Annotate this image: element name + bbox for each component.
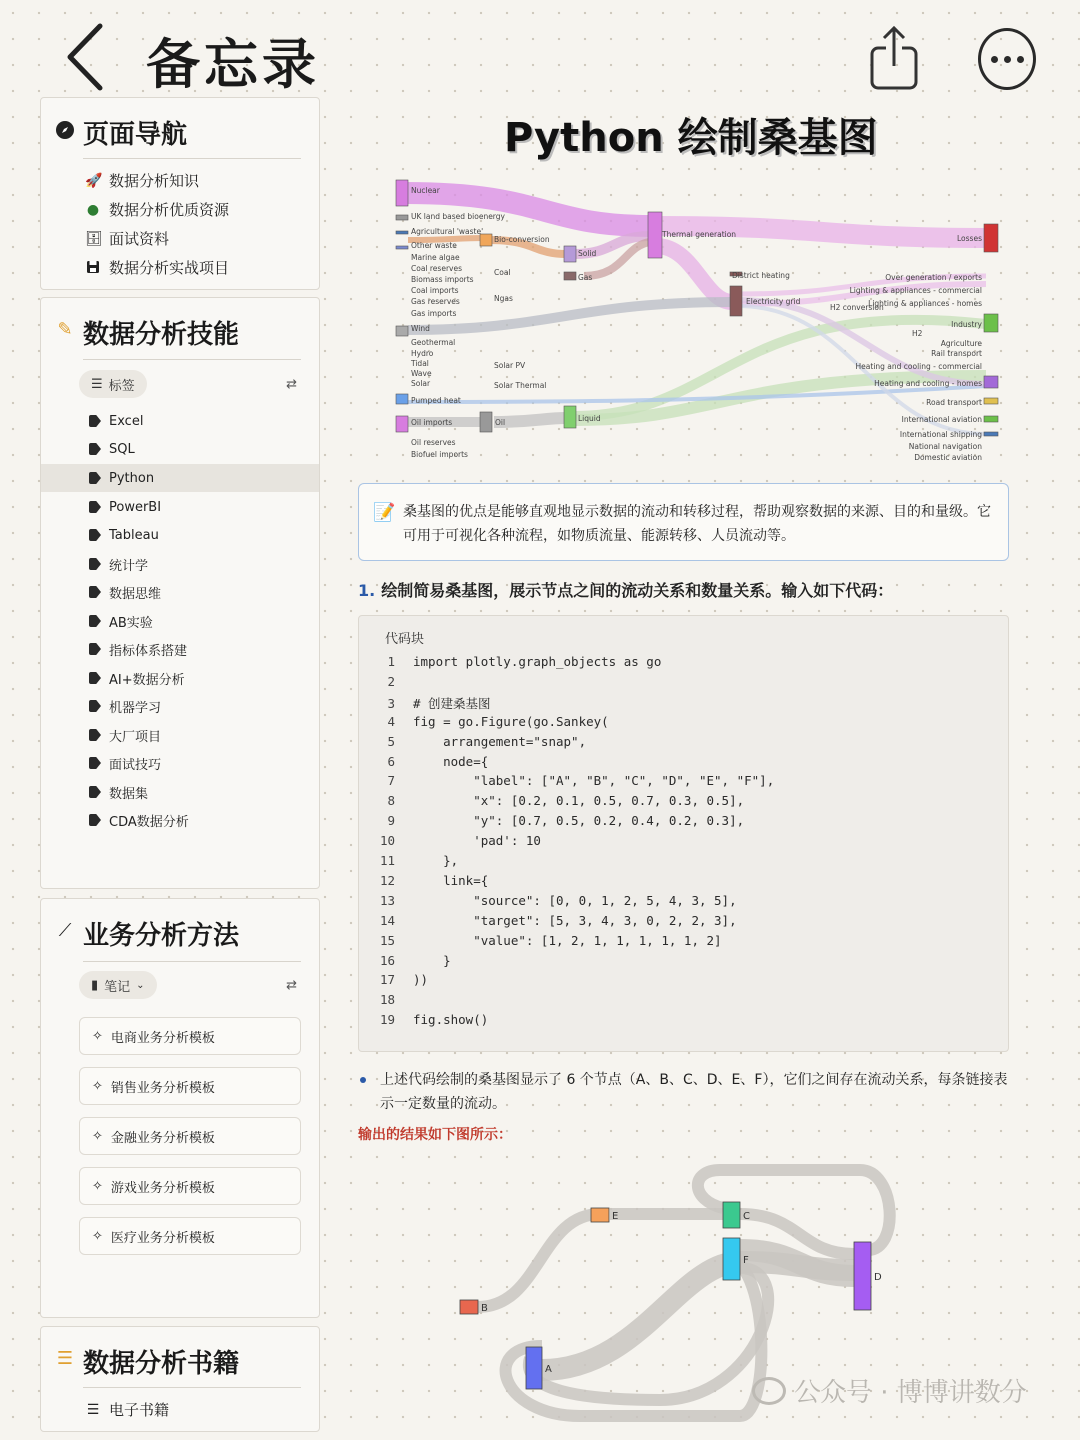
line-number: 6 [387,753,395,769]
app-title: 备忘录 [146,33,320,96]
sankey-node-label: C [743,1211,750,1222]
sankey-label: Rail transport [931,349,982,358]
sankey-label: Bio-conversion [494,235,550,244]
sankey-node [984,432,998,436]
sankey-node [396,215,408,220]
chip-label: 笔记 [104,979,131,995]
sankey-label: Hydro [411,349,434,358]
nav-item-ebooks[interactable] [85,1399,169,1420]
tag-icon [89,415,101,427]
flow-link [408,238,484,240]
page-nav-panel [40,97,320,290]
template-card-gaming[interactable] [79,1167,301,1205]
sankey-label: Gas imports [411,309,457,318]
sankey-label: Lighting & appliances - commercial [849,286,982,295]
divider [83,359,301,360]
code-line [359,873,488,893]
sankey-node-label: F [743,1255,749,1266]
sankey-node-label: E [612,1211,619,1222]
code-text: }, [413,853,459,868]
sankey-node [396,326,408,336]
nav-item-label: 数据分析实战项目 [109,259,230,277]
sankey-node [396,231,408,234]
pencil-icon: ✎ [57,319,73,340]
methods-title: 业务分析方法 [83,921,240,951]
code-line [359,793,744,813]
step-number: 1. [358,581,376,600]
sankey-label: H2 conversion [830,303,884,312]
step-heading [358,578,893,601]
flow-link [656,246,732,302]
sankey-label: Other waste [411,241,457,250]
nav-item-label: 面试资料 [109,230,170,248]
nav-item-label: 数据分析优质资源 [109,201,230,219]
compass-icon [55,120,75,140]
tag-item-excel[interactable] [41,407,319,435]
floppy-disk-icon [85,260,101,276]
tag-item-big-projects[interactable] [41,721,319,749]
tag-item-statistics[interactable] [41,550,319,578]
sankey-label: Ngas [494,294,513,303]
rocket-icon: 🚀 [85,172,103,189]
sankey-node [984,416,998,422]
wechat-icon [752,1377,786,1405]
line-number: 9 [387,813,395,829]
watermark [752,1372,1027,1409]
line-number: 17 [379,972,395,988]
sankey-node [396,246,408,249]
step-text: 绘制简易桑基图，展示节点之间的流动关系和数量关系。输入如下代码： [381,581,894,600]
sankey-node [564,246,576,262]
code-line [359,833,541,853]
sankey-node [984,224,998,252]
code-line [359,813,744,833]
callout-text: 桑基图的优点是能够直观地显示数据的流动和转移过程，帮助观察数据的来源、目的和量级。它可用于可视化各种流程，如物质流量、能源转移、人员流动等。 [403,504,991,544]
sankey-label: Industry [951,320,982,329]
code-text: "y": [0.7, 0.5, 0.2, 0.4, 0.2, 0.3], [413,813,745,829]
sankey-node [564,406,576,428]
checklist-icon: ☰ [86,1401,100,1418]
line-number: 7 [387,773,395,789]
code-line [359,1012,488,1032]
flow-link [408,302,732,330]
sankey-label: Gas [578,273,593,282]
tag-item-cda[interactable] [41,806,319,834]
line-number: 2 [387,673,395,689]
sankey-label: Solar PV [494,361,526,370]
tag-label: PowerBI [109,499,162,515]
sankey-label: Geothermal [411,338,456,347]
code-line [359,654,661,674]
code-block[interactable] [358,615,1009,1052]
nav-item-interview[interactable] [85,228,169,249]
tree-icon: ● [86,201,100,218]
code-text: "value": [1, 2, 1, 1, 1, 1, 1, 2] [413,932,722,948]
notes-filter-chip[interactable] [79,971,157,999]
note-icon: ▮ [91,977,99,993]
sankey-label: Coal imports [411,286,459,295]
tag-icon [89,672,101,684]
sankey-label: Over generation / exports [885,273,982,282]
sankey-label: Oil imports [411,418,453,427]
tag-label: 指标体系搭建 [109,643,188,659]
energy-sankey-figure [394,176,1006,466]
callout-box [358,483,1009,561]
tag-label: Tableau [109,527,159,543]
dot-icon [1004,56,1011,63]
sankey-label: Solar Thermal [494,381,547,390]
code-text: fig = go.Figure(go.Sankey( [413,713,609,729]
line-number: 14 [379,912,395,928]
books-panel [40,1326,320,1432]
tag-item-data-thinking[interactable] [41,578,319,606]
line-number: 11 [379,853,395,868]
line-number: 1 [387,654,395,669]
sankey-label: Solar [411,379,431,388]
flow-link [406,193,650,226]
bullet-text: 上述代码绘制的桑基图显示了 6 个节点（A、B、C、D、E、F），它们之间存在流动关系，每条链接表示一定数量的流动。 [380,1072,1008,1112]
skills-title: 数据分析技能 [83,320,240,350]
code-line [359,853,458,873]
tag-label: SQL [109,441,135,457]
link-b-e [478,1214,600,1307]
sankey-node-label: B [481,1303,488,1314]
nav-item-resources[interactable] [85,199,229,220]
line-number: 10 [379,833,395,849]
template-card-finance[interactable] [79,1117,301,1155]
sankey-label: Coal reserves [411,264,462,273]
divider [83,158,301,159]
sankey-node [730,286,742,316]
line-number: 19 [379,1012,395,1028]
code-text: "label": ["A", "B", "C", "D", "E", "F"], [413,773,775,789]
tag-label: 机器学习 [109,700,162,716]
template-label: 销售业务分析模板 [110,1080,215,1096]
nav-item-label: 数据分析知识 [109,172,200,190]
tag-icon [89,786,101,798]
code-line [359,773,774,793]
magic-wand-icon: ✧ [92,1228,103,1244]
sankey-label: District heating [732,271,790,280]
sankey-label: Electricity grid [746,297,801,306]
sankey-label: Thermal generation [662,230,737,239]
more-options-button[interactable] [978,28,1036,90]
line-number: 18 [379,992,395,1008]
sankey-label: Agricultural 'waste' [411,227,484,236]
sankey-node [984,376,998,388]
code-text: arrangement="snap", [413,733,587,749]
template-label: 游戏业务分析模板 [110,1180,215,1196]
filter-icon[interactable]: ⇄ [286,377,297,392]
methods-panel [40,898,320,1318]
back-chevron-icon[interactable] [62,22,110,92]
template-label: 金融业务分析模板 [110,1130,215,1146]
tag-label: 数据思维 [109,586,162,602]
sankey-node-b [460,1300,478,1314]
divider [83,961,301,962]
line-number: 5 [387,733,395,749]
sankey-label: Solid [578,249,597,258]
tag-item-ab-test[interactable] [41,607,319,635]
sankey-label: Nuclear [411,186,440,195]
tag-icon [89,529,101,541]
line-number: 4 [387,713,395,729]
sankey-node-label: A [545,1364,552,1375]
code-text: "source": [0, 0, 1, 2, 5, 4, 3, 5], [413,892,737,908]
tag-icon [89,615,101,627]
tag-label: 面试技巧 [109,757,162,773]
sankey-label: Heating and cooling - homes [874,379,982,388]
tag-item-ai[interactable] [41,664,319,692]
sankey-label: Liquid [578,414,601,423]
books-title: 数据分析书籍 [83,1349,240,1379]
sankey-node [396,180,408,206]
code-line [359,953,451,973]
sankey-label: Biomass imports [411,275,474,284]
sankey-label: Gas reserves [411,297,460,306]
tag-icon [89,757,101,769]
line-number: 13 [379,892,395,908]
tag-item-ml[interactable] [41,692,319,720]
tag-icon [89,472,101,484]
result-label: 输出的结果如下图所示： [358,1127,512,1143]
sankey-label: Pumped heat [411,396,461,405]
sankey-label: Agriculture [940,339,982,348]
code-line [359,972,428,992]
sankey-label: Tidal [411,359,429,368]
page-nav-title: 页面导航 [83,120,188,150]
code-line [359,913,737,933]
tag-icon [89,558,101,570]
tag-filter-chip[interactable] [79,370,147,398]
tag-label: AB实验 [109,615,153,631]
code-line [359,893,737,913]
sankey-label: Coal [494,268,511,277]
sankey-label: UK land based bioenergy [411,212,505,221]
tag-label: CDA数据分析 [109,814,189,830]
tag-item-python[interactable] [41,464,319,492]
tag-label: 统计学 [109,558,149,574]
line-number: 16 [379,952,395,968]
tag-label: Excel [109,413,144,429]
tag-item-powerbi[interactable] [41,493,319,521]
sankey-node-a [526,1347,542,1389]
checklist-icon: ☰ [56,1348,74,1369]
tag-label: 大厂项目 [109,729,162,745]
sankey-label: Oil reserves [411,438,456,447]
sankey-label: Wind [411,324,430,333]
line-number: 3 [387,695,395,711]
chevron-down-icon: ⌄ [136,979,145,991]
divider [83,1387,301,1388]
code-text: link={ [413,872,489,888]
sankey-node [396,416,408,432]
sankey-node [648,212,662,258]
sankey-node [984,314,998,332]
template-label: 医疗业务分析模板 [110,1230,215,1246]
code-line [359,933,722,953]
code-line [359,714,609,734]
memo-icon: 📝 [373,502,396,523]
code-text: 'pad': 10 [413,833,541,849]
watermark-text: 公众号 · 博博讲数分 [794,1378,1027,1408]
tag-icon [89,700,101,712]
sankey-node-label: D [874,1272,882,1283]
sankey-label: Biofuel imports [411,450,468,459]
sankey-node-d [854,1242,871,1310]
nav-item-knowledge[interactable] [85,170,199,191]
tag-item-interview-tips[interactable] [41,749,319,777]
sankey-label: Oil [495,418,506,427]
tag-label: AI+数据分析 [109,672,185,688]
nav-item-projects[interactable] [85,257,229,278]
code-line [359,694,491,714]
magic-wand-icon: ✧ [92,1178,103,1194]
tag-label: 数据集 [109,786,149,802]
code-block-title: 代码块 [385,632,425,647]
code-text: "target": [5, 3, 4, 3, 0, 2, 2, 3], [413,912,737,928]
sankey-label: National navigation [908,442,982,451]
tag-item-datasets[interactable] [41,778,319,806]
sankey-label: Heating and cooling - commercial [855,362,982,371]
code-text: # 创建桑基图 [413,695,491,711]
template-card-ecommerce[interactable] [79,1017,301,1055]
sankey-node [480,412,492,432]
sankey-label: International shipping [899,430,982,439]
magic-wand-icon: ✧ [92,1028,103,1044]
code-line [359,754,488,774]
code-text: node={ [413,753,489,769]
skills-panel [40,297,320,889]
sankey-node-e [591,1208,609,1222]
article-title: Python 绘制桑基图 [504,115,878,161]
code-text: "x": [0.2, 0.1, 0.5, 0.7, 0.3, 0.5], [413,793,745,809]
tag-icon [89,586,101,598]
tag-item-tableau[interactable] [41,521,319,549]
magic-wand-icon: ✧ [92,1128,103,1144]
sankey-label: Marine algae [411,253,460,262]
share-icon[interactable] [866,24,922,92]
list-icon: ☰ [91,376,103,392]
top-bar [0,0,1080,96]
magic-wand-icon: ⟋ [58,920,72,941]
sankey-label: Wave [411,369,432,378]
code-text: import plotly.graph_objects as go [413,654,662,669]
code-text: )) [413,972,429,988]
template-card-medical[interactable] [79,1217,301,1255]
sankey-label: Road transport [926,398,982,407]
sankey-label: H2 [912,329,923,338]
sankey-label: Lighting & appliances - homes [868,299,982,308]
tag-item-sql[interactable] [41,435,319,463]
sankey-node-c [723,1202,740,1228]
tag-icon [89,814,101,826]
dot-icon [991,56,998,63]
tag-icon [89,729,101,741]
code-line [359,734,586,754]
magic-wand-icon: ✧ [92,1078,103,1094]
sankey-node [984,398,998,404]
template-card-sales[interactable] [79,1067,301,1105]
tag-icon [89,443,101,455]
sankey-node [396,394,408,404]
dot-icon [1017,56,1024,63]
code-line [359,992,413,1012]
sankey-label: Losses [957,234,982,243]
tag-item-metrics[interactable] [41,635,319,663]
sankey-node [564,272,576,280]
line-number: 12 [379,872,395,888]
tag-icon [89,501,101,513]
line-number: 8 [387,793,395,809]
code-line [359,674,413,694]
template-label: 电商业务分析模板 [110,1030,215,1046]
cabinet-icon: 🗄 [85,230,103,247]
nav-item-label: 电子书籍 [109,1401,170,1419]
tag-label: Python [109,470,155,486]
sankey-node-f [723,1238,740,1280]
chip-label: 标签 [108,378,135,394]
sankey-label: International aviation [901,415,982,424]
line-number: 15 [379,932,395,948]
code-text: } [413,952,451,968]
filter-icon[interactable]: ⇄ [286,978,297,993]
tag-icon [89,643,101,655]
sankey-label: Domestic aviation [914,453,982,462]
code-text: fig.show() [413,1012,489,1028]
